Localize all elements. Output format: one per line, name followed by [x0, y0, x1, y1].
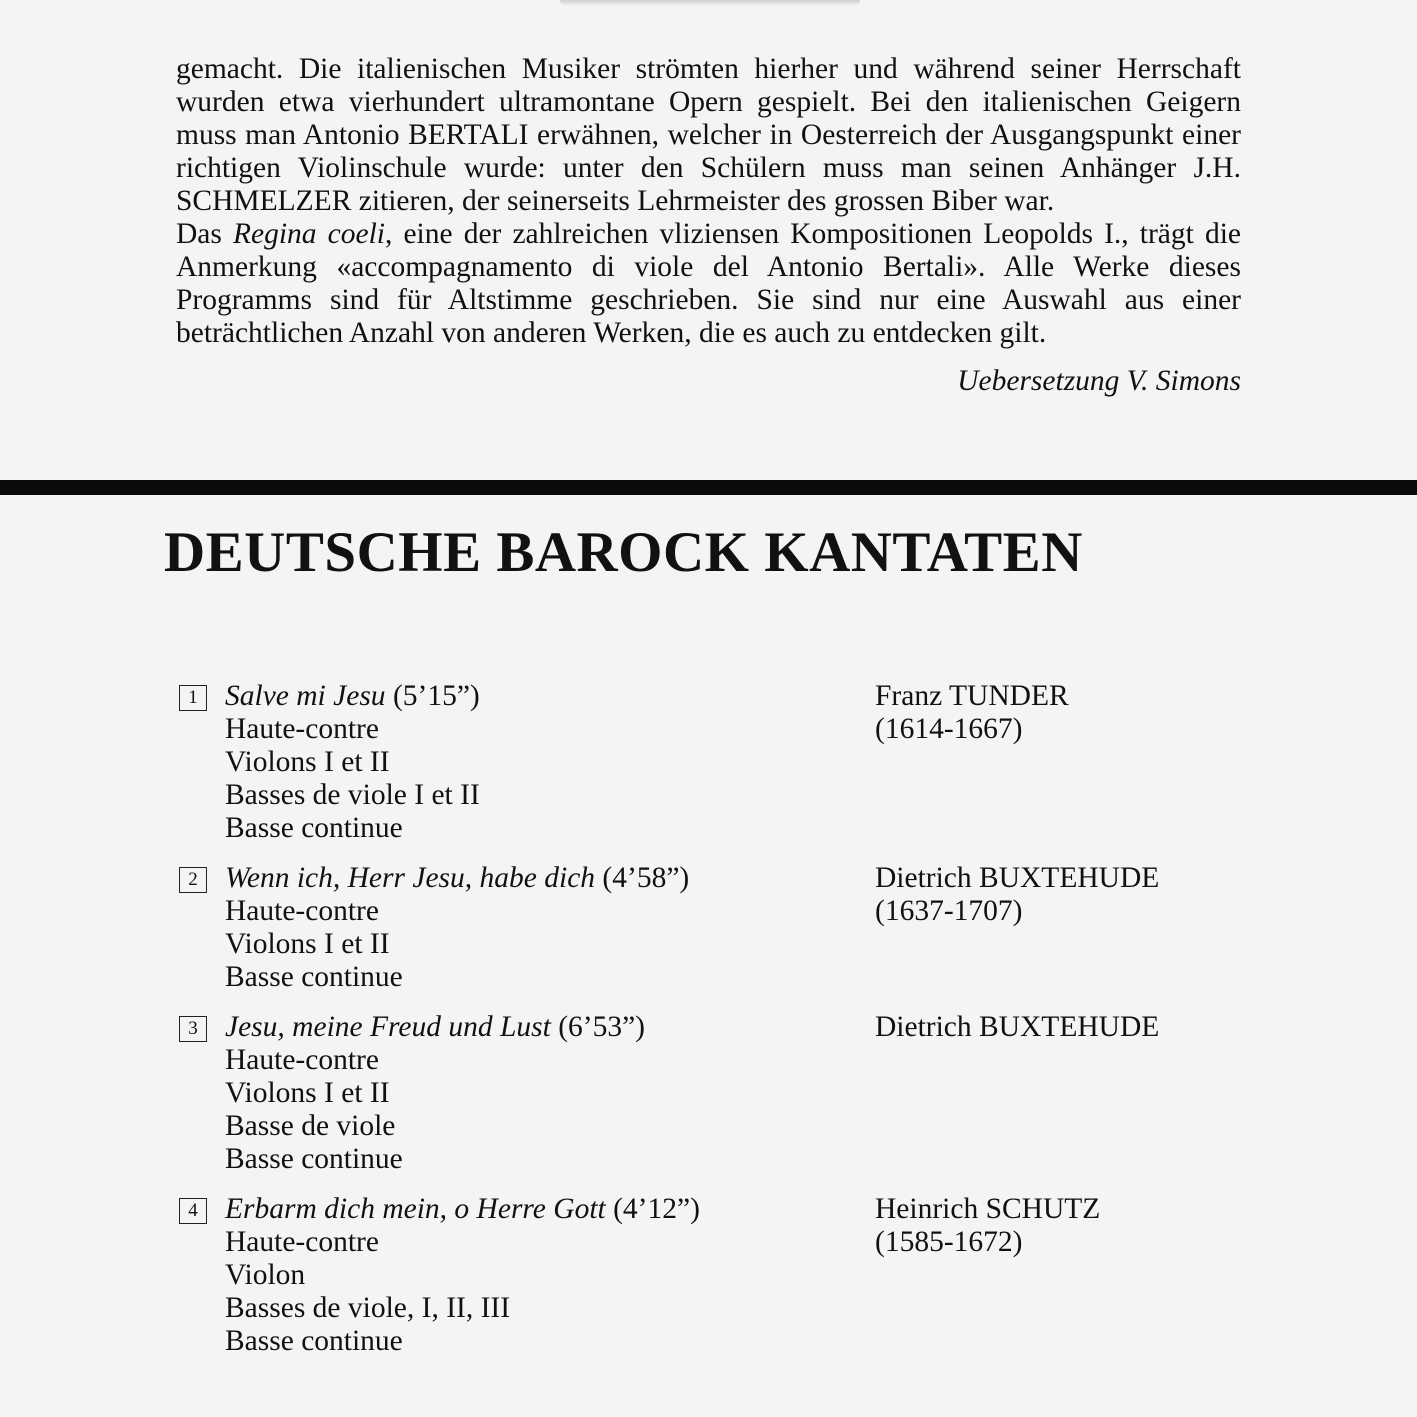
track-list: [176, 680, 1256, 1375]
intro-paragraph-2: [176, 218, 1241, 350]
track-title: Jesu, meine Freud und Lust: [225, 1011, 551, 1043]
page-title: DEUTSCHE BAROCK KANTATEN: [164, 521, 1083, 584]
composer-name: Heinrich SCHUTZ: [875, 1193, 1101, 1225]
instrument: Basse continue: [225, 961, 403, 993]
composer-info: [875, 1011, 1255, 1044]
composer-info: [875, 680, 1255, 746]
track-title: Erbarm dich mein, o Herre Gott: [225, 1193, 606, 1225]
track-item: [176, 862, 1256, 994]
composer-name: Franz TUNDER: [875, 680, 1069, 712]
instrument: Haute-contre: [225, 895, 379, 927]
instrument: Violons I et II: [225, 928, 390, 960]
instrument: Haute-contre: [225, 1044, 379, 1076]
track-number-box: 2: [179, 867, 207, 893]
composer-info: [875, 1193, 1255, 1259]
track-duration: (4’12”): [613, 1193, 700, 1225]
instrument: Basse continue: [225, 812, 403, 844]
instrument: Violons I et II: [225, 1077, 390, 1109]
instrument: Basses de viole I et II: [225, 779, 480, 811]
intro-text-block: [176, 53, 1241, 398]
instrument: Haute-contre: [225, 713, 379, 745]
track-title: Salve mi Jesu: [225, 680, 386, 712]
intro-paragraph-2-end: , eine der zahlreichen vliziensen Kompositionen Leopolds I., trägt die Anmerkung «accompagnamento di viole del Antonio Bertali». Alle Werke dieses Programms sind für Altstimme geschrieben. Sie sind nur eine Auswahl aus einer beträchtlichen Anzahl von anderen Werken, die es auch zu entdecken gilt.: [176, 218, 1241, 349]
composer-info: [875, 862, 1255, 928]
instrument: Basses de viole, I, II, III: [225, 1292, 511, 1324]
track-number-box: 3: [179, 1016, 207, 1042]
instrument: Violons I et II: [225, 746, 390, 778]
instrument: Haute-contre: [225, 1226, 379, 1258]
track-duration: (4’58”): [602, 862, 690, 894]
track-duration: (5’15”): [392, 680, 480, 712]
intro-paragraph-2-italic: Regina coeli: [232, 218, 385, 250]
instrument: Basse de viole: [225, 1110, 396, 1142]
track-duration: (6’53”): [558, 1011, 646, 1043]
track-number-box: 4: [179, 1198, 207, 1224]
track-item: [176, 1011, 1256, 1176]
section-divider: [0, 480, 1417, 495]
composer-dates: (1585-1672): [875, 1226, 1023, 1258]
composer-dates: (1614-1667): [875, 713, 1023, 745]
composer-name: Dietrich BUXTEHUDE: [875, 862, 1160, 894]
composer-dates: (1637-1707): [875, 895, 1023, 927]
track-item: [176, 1193, 1256, 1358]
page-edge-shadow: [560, 0, 860, 6]
translation-credit: Uebersetzung V. Simons: [957, 365, 1241, 397]
instrument: Basse continue: [225, 1143, 403, 1175]
composer-name: Dietrich BUXTEHUDE: [875, 1011, 1160, 1043]
track-title: Wenn ich, Herr Jesu, habe dich: [225, 862, 596, 894]
instrument: Violon: [225, 1259, 306, 1291]
track-item: [176, 680, 1256, 845]
track-number-box: 1: [179, 685, 207, 711]
instrument: Basse continue: [225, 1325, 403, 1357]
intro-paragraph-1: gemacht. Die italienischen Musiker strömten hierher und während seiner Herrschaft wurden etwa vierhundert ultramontane Opern gespielt. Bei den italienischen Geigern muss man Antonio BERTALI erwähnen, welcher in Oesterreich der Ausgangspunkt einer richtigen Violinschule wurde: unter den Schülern muss man seinen Anhänger J.H. SCHMELZER zitieren, der seinerseits Lehrmeister des grossen Biber war.: [176, 53, 1241, 217]
intro-paragraph-2-start: Das: [176, 218, 233, 250]
